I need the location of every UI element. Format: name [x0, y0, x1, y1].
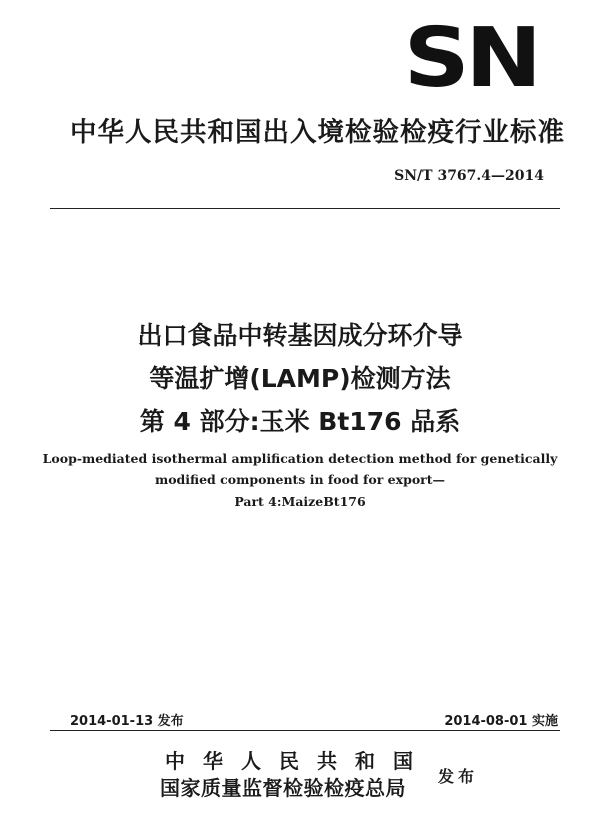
title-en-line3: Part 4:MaizeBt176: [234, 494, 366, 509]
title-cn-line2: 等温扩增(LAMP)检测方法: [149, 364, 451, 393]
issuer-line1: 中华人民共和国: [165, 749, 431, 773]
sn-logo: SN: [403, 11, 538, 106]
bottom-divider: [50, 730, 560, 731]
title-en-line2: modified components in food for export—: [154, 472, 446, 487]
implementation-date: 2014-08-01 实施: [444, 714, 558, 729]
issue-date: 2014-01-13 发布: [70, 714, 184, 729]
publish-label: 发布: [438, 767, 479, 786]
title-en-line1: Loop-mediated isothermal amplification detection method for genetically: [42, 451, 558, 466]
top-divider: [50, 208, 560, 209]
standard-category: 中华人民共和国出入境检验检疫行业标准: [70, 117, 565, 148]
standard-number: SN/T 3767.4—2014: [394, 168, 544, 184]
issuer-line2: 国家质量监督检验检疫总局: [160, 776, 406, 800]
title-cn-line3: 第 4 部分:玉米 Bt176 品系: [139, 407, 461, 436]
title-cn-line1: 出口食品中转基因成分环介导: [137, 321, 463, 350]
